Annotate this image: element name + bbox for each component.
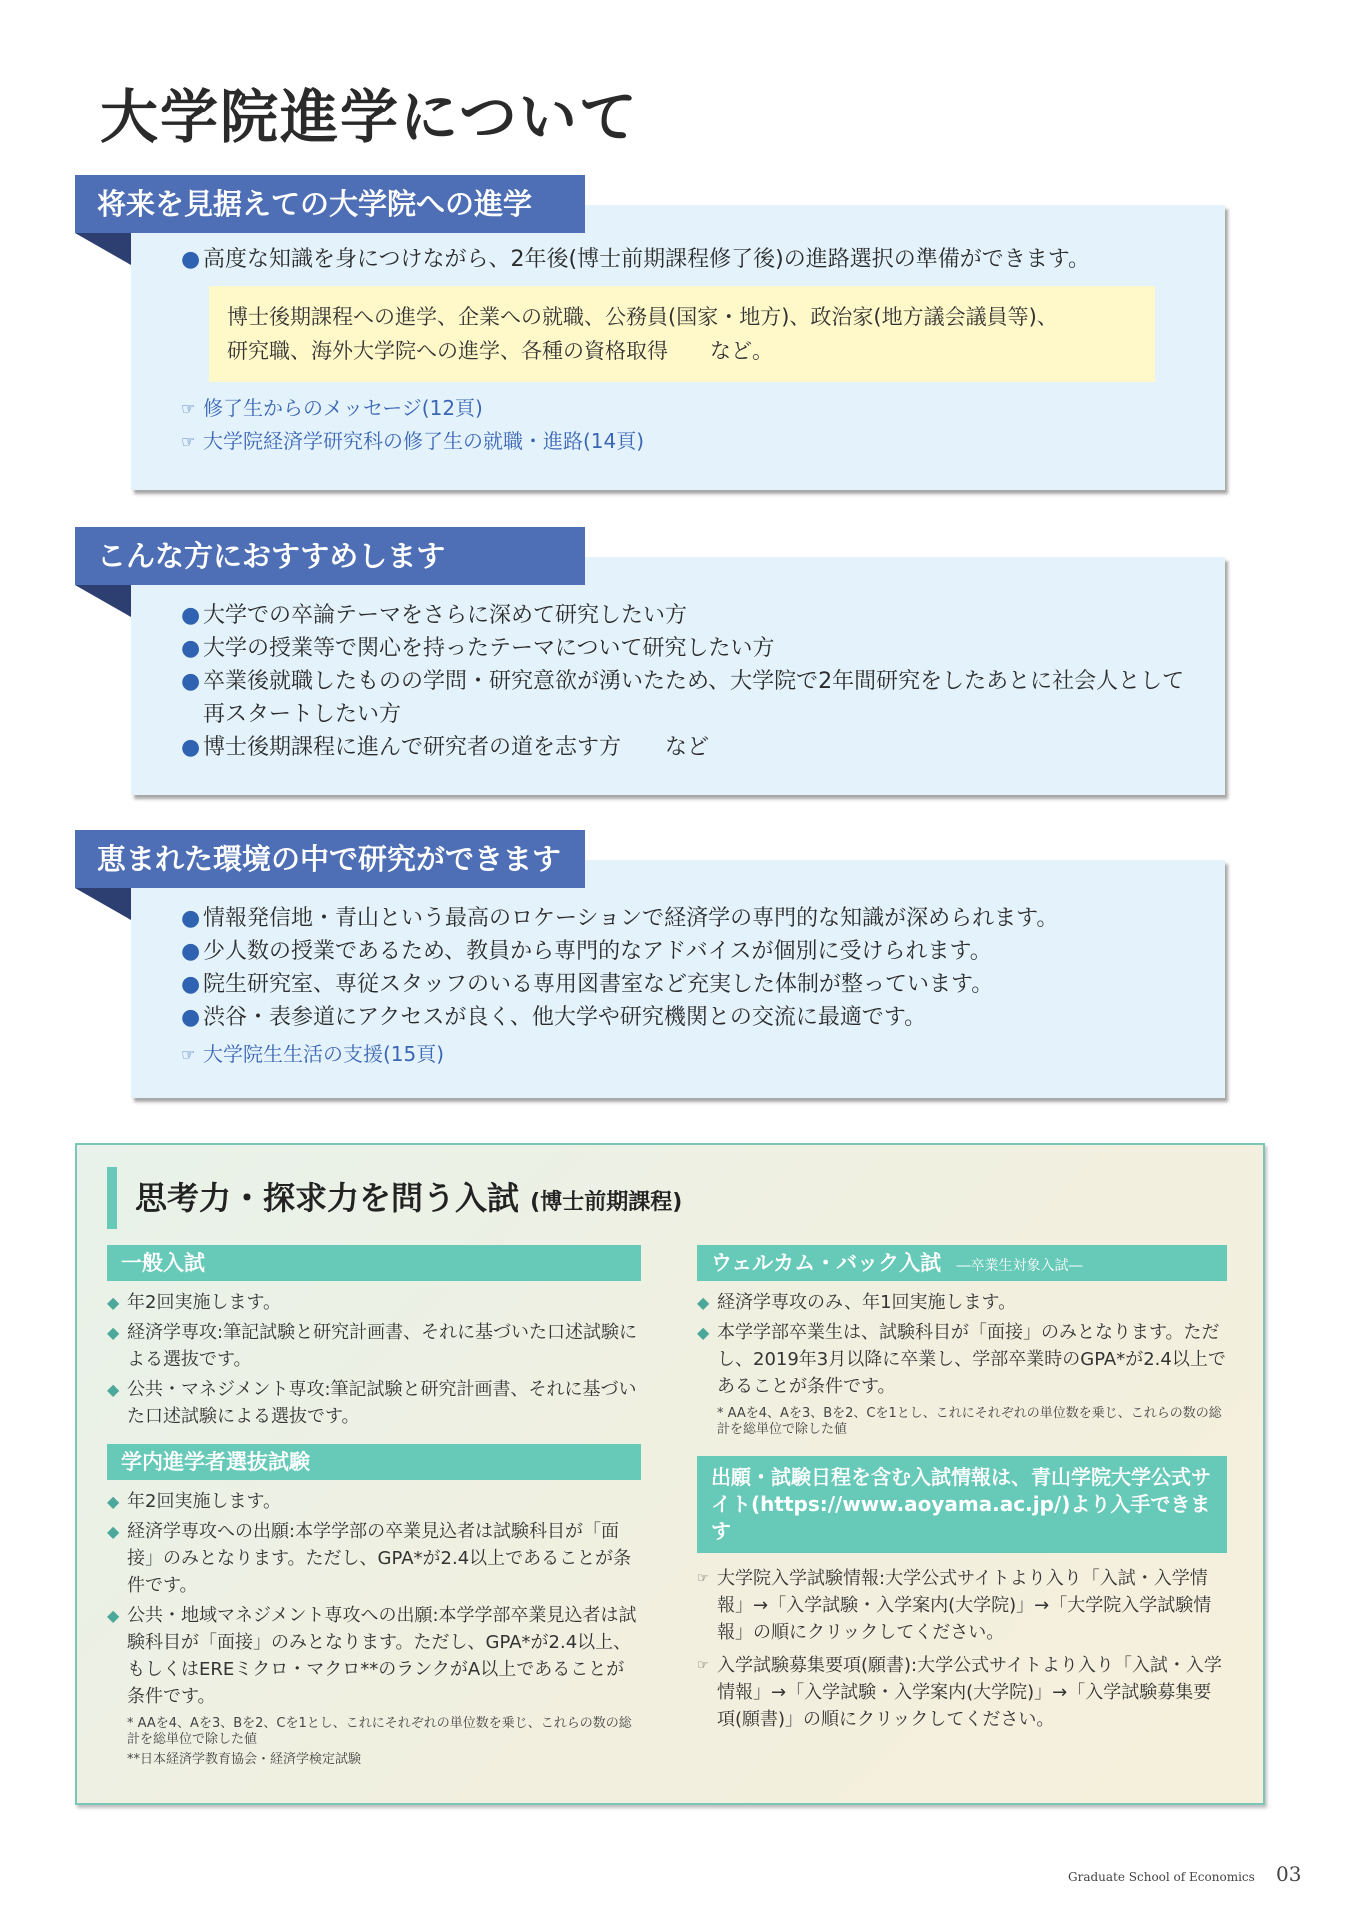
admissions-heading <box>107 1167 682 1229</box>
bullet-icon: ● <box>181 669 201 694</box>
bullet-icon: ● <box>181 735 201 760</box>
general-exam-title: 一般入試 <box>107 1245 641 1281</box>
footer-label: Graduate School of Economics <box>1068 1870 1255 1884</box>
item-text: 年2回実施します。 <box>127 1491 282 1512</box>
admissions-panel <box>75 1143 1265 1805</box>
diamond-bullet-icon: ◆ <box>697 1323 710 1342</box>
tab-fold <box>75 888 131 920</box>
section-tab: 恵まれた環境の中で研究ができます <box>75 830 585 888</box>
list-item <box>697 1319 1227 1400</box>
page-number: 03 <box>1276 1862 1302 1886</box>
section-recommended-for <box>75 527 1225 795</box>
bullet-item <box>181 632 1185 665</box>
pointing-hand-icon: ☞ <box>181 1045 196 1064</box>
bullet-icon: ● <box>181 1005 201 1030</box>
pointing-hand-icon: ☞ <box>181 432 196 451</box>
bullet-icon: ● <box>181 906 201 931</box>
section-card <box>131 557 1225 795</box>
admissions-info-banner: 出願・試験日程を含む入試情報は、青山学院大学公式サイト(https://www.aoyama.ac.jp/)より入手できます <box>697 1456 1227 1553</box>
reference-link[interactable] <box>181 1038 1185 1071</box>
bullet-item <box>181 968 1185 1001</box>
tab-fold <box>75 585 131 617</box>
pointing-hand-icon: ☞ <box>697 1658 709 1673</box>
item-text: 本学学部卒業生は、試験科目が「面接」のみとなります。ただし、2019年3月以降に卒業し、学部卒業時のGPA*が2.4以上であることが条件です。 <box>717 1322 1226 1397</box>
diamond-bullet-icon: ◆ <box>107 1380 120 1399</box>
bullet-icon: ● <box>181 972 201 997</box>
list-item <box>107 1319 641 1373</box>
reference-link[interactable] <box>181 392 1185 425</box>
bullet-icon: ● <box>181 247 201 272</box>
diamond-bullet-icon: ◆ <box>107 1323 120 1342</box>
list-item <box>697 1289 1227 1316</box>
item-text: 経済学専攻:筆記試験と研究計画書、それに基づいた口述試験による選抜です。 <box>127 1322 638 1370</box>
list-item <box>107 1376 641 1430</box>
section-research-environment <box>75 830 1225 1098</box>
info-text: 入学試験募集要項(願書):大学公式サイトより入り「入試・入学情報」→「入学試験・入学案内(大学院)」→「入学試験募集要項(願書)」の順にクリックしてください。 <box>717 1655 1222 1730</box>
bullet-text: 院生研究室、専従スタッフのいる専用図書室など充実した体制が整っています。 <box>203 972 994 997</box>
bullet-item <box>181 243 1185 276</box>
pointing-hand-icon: ☞ <box>697 1571 709 1586</box>
list-item <box>107 1289 641 1316</box>
footnote: * AAを4、Aを3、Bを2、Cを1とし、これにそれぞれの単位数を乗じ、これらの数の総計を総単位で除した値 <box>127 1716 632 1747</box>
bullet-item <box>181 731 1185 764</box>
info-link[interactable] <box>697 1565 1227 1646</box>
bullet-icon: ● <box>181 603 201 628</box>
list-item <box>107 1602 641 1710</box>
info-text: 大学院入学試験情報:大学公式サイトより入り「入試・入学情報」→「入学試験・入学案内(大学院)」→「大学院入学試験情報」の順にクリックしてください。 <box>717 1568 1212 1643</box>
diamond-bullet-icon: ◆ <box>107 1606 120 1625</box>
bullet-text: 博士後期課程に進んで研究者の道を志す方 など <box>203 735 710 760</box>
reference-text: 大学院経済学研究科の修了生の就職・進路(14頁) <box>203 429 645 453</box>
admissions-heading-sub: (博士前期課程) <box>530 1190 683 1215</box>
box-line: 研究職、海外大学院への進学、各種の資格取得 など。 <box>227 339 773 363</box>
admissions-left-column <box>107 1245 641 1768</box>
career-paths-box <box>209 286 1155 382</box>
item-text: 経済学専攻のみ、年1回実施します。 <box>717 1292 1017 1313</box>
welcome-back-title-text: ウェルカム・バック入試 <box>711 1251 942 1275</box>
item-text: 年2回実施します。 <box>127 1292 282 1313</box>
reference-text: 修了生からのメッセージ(12頁) <box>203 396 483 420</box>
bullet-item <box>181 1001 1185 1034</box>
bullet-continuation <box>181 698 1185 731</box>
bullet-item <box>181 599 1185 632</box>
bullet-text: 少人数の授業であるため、教員から専門的なアドバイスが個別に受けられます。 <box>203 939 992 964</box>
list-item <box>107 1488 641 1515</box>
section-future-advancement <box>75 175 1225 490</box>
diamond-bullet-icon: ◆ <box>697 1293 710 1312</box>
footnote: * AAを4、Aを3、Bを2、Cを1とし、これにそれぞれの単位数を乗じ、これらの数の総計を総単位で除した値 <box>717 1406 1222 1437</box>
item-text: 経済学専攻への出願:本学学部の卒業見込者は試験科目が「面接」のみとなります。ただし、GPA*が2.4以上であることが条件です。 <box>127 1521 632 1596</box>
internal-exam-title: 学内進学者選抜試験 <box>107 1444 641 1480</box>
item-text: 公共・マネジメント専攻:筆記試験と研究計画書、それに基づいた口述試験による選抜です。 <box>127 1379 637 1427</box>
bullet-item <box>181 935 1185 968</box>
bullet-text: 大学の授業等で関心を持ったテーマについて研究したい方 <box>203 636 775 661</box>
bullet-text: 高度な知識を身につけながら、2年後(博士前期課程修了後)の進路選択の準備ができます。 <box>203 247 1090 272</box>
diamond-bullet-icon: ◆ <box>107 1522 120 1541</box>
admissions-right-column <box>697 1245 1227 1739</box>
pointing-hand-icon: ☞ <box>181 399 196 418</box>
section-card <box>131 860 1225 1098</box>
item-text: 公共・地域マネジメント専攻への出願:本学学部卒業見込者は試験科目が「面接」のみとなります。ただし、GPA*が2.4以上、もしくはEREミクロ・マクロ**のランクがA以上であることが条件です。 <box>127 1605 637 1707</box>
section-tab: 将来を見据えての大学院への進学 <box>75 175 585 233</box>
info-link[interactable] <box>697 1652 1227 1733</box>
bullet-text: 再スタートしたい方 <box>203 702 402 727</box>
tab-fold <box>75 233 131 265</box>
bullet-text: 大学での卒論テーマをさらに深めて研究したい方 <box>203 603 688 628</box>
page-title: 大学院進学について <box>100 83 639 151</box>
bullet-text: 情報発信地・青山という最高のロケーションで経済学の専門的な知識が深められます。 <box>203 906 1059 931</box>
admissions-heading-text: 思考力・探求力を問う入試 <box>135 1179 520 1217</box>
bullet-item <box>181 902 1185 935</box>
bullet-text: 渋谷・表参道にアクセスが良く、他大学や研究機関との交流に最適です。 <box>203 1005 927 1030</box>
reference-link[interactable] <box>181 425 1185 458</box>
footnote: **日本経済学教育協会・経済学検定試験 <box>127 1752 362 1767</box>
box-line: 博士後期課程への進学、企業への就職、公務員(国家・地方)、政治家(地方議会議員等)、 <box>227 305 1058 329</box>
welcome-back-title-sub: ―卒業生対象入試― <box>956 1258 1083 1274</box>
diamond-bullet-icon: ◆ <box>107 1492 120 1511</box>
bullet-text: 卒業後就職したものの学問・研究意欲が湧いたため、大学院で2年間研究をしたあとに社会人として <box>203 669 1185 694</box>
bullet-item <box>181 665 1185 698</box>
section-tab: こんな方におすすめします <box>75 527 585 585</box>
bullet-icon: ● <box>181 636 201 661</box>
list-item <box>107 1518 641 1599</box>
section-card <box>131 205 1225 490</box>
diamond-bullet-icon: ◆ <box>107 1293 120 1312</box>
reference-text: 大学院生生活の支援(15頁) <box>203 1042 445 1066</box>
welcome-back-exam-title <box>697 1245 1227 1281</box>
bullet-icon: ● <box>181 939 201 964</box>
